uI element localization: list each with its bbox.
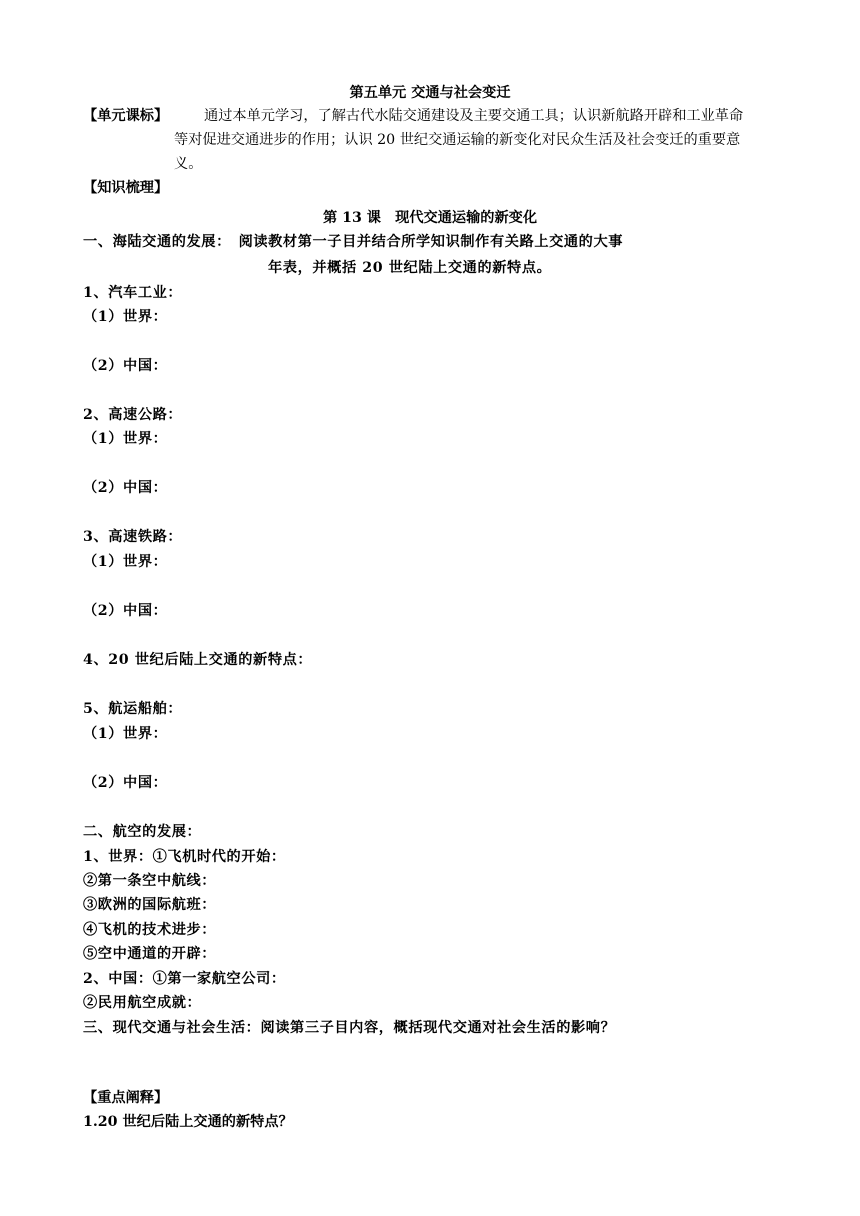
section2-china-2: ②民用航空成就：: [83, 995, 202, 1011]
item-highway-world: （1）世界：: [83, 431, 168, 447]
unit-standard-line3: 义。: [174, 156, 203, 172]
item-features: 4、20 世纪后陆上交通的新特点：: [83, 652, 313, 668]
item-ship: 5、航运船舶：: [83, 701, 183, 717]
section2-world-5: ⑤空中通道的开辟：: [83, 946, 217, 962]
section2-world-4: ④飞机的技术进步：: [83, 922, 217, 938]
key-heading: 【重点阐释】: [83, 1090, 169, 1106]
unit-standard-line1: 通过本单元学习，了解古代水陆交通建设及主要交通工具；认识新航路开辟和工业革命: [204, 108, 744, 124]
item-highway-china: （2）中国：: [83, 480, 168, 496]
item-rail: 3、高速铁路：: [83, 529, 183, 545]
item-auto: 1、汽车工业：: [83, 285, 183, 301]
section2-world-2: ②第一条空中航线：: [83, 873, 217, 889]
knowledge-heading: 【知识梳理】: [83, 180, 169, 196]
item-ship-world: （1）世界：: [83, 726, 168, 742]
item-highway: 2、高速公路：: [83, 407, 183, 423]
key-question-1: 1.20 世纪后陆上交通的新特点？: [83, 1114, 293, 1130]
section2-world-1: 1、世界：①飞机时代的开始：: [83, 849, 286, 865]
unit-standard-line2: 等对促进交通进步的作用；认识 20 世纪交通运输的新变化对民众生活及社会变迁的重要意: [174, 132, 741, 148]
item-auto-china: （2）中国：: [83, 358, 168, 374]
section2-world-3: ③欧洲的国际航班：: [83, 897, 217, 913]
item-rail-china: （2）中国：: [83, 603, 168, 619]
section1-line1: 一、海陆交通的发展： 阅读教材第一子目并结合所学知识制作有关路上交通的大事: [83, 234, 624, 250]
unit-standard-label: 【单元课标】: [83, 108, 169, 124]
lesson-title: 第 13 课 现代交通运输的新变化: [322, 210, 538, 226]
item-ship-china: （2）中国：: [83, 775, 168, 791]
section1-line2: 年表，并概括 20 世纪陆上交通的新特点。: [268, 260, 552, 276]
item-auto-world: （1）世界：: [83, 309, 168, 325]
section2-heading: 二、航空的发展：: [83, 824, 202, 840]
unit-title: 第五单元 交通与社会变迁: [349, 85, 511, 101]
section2-china-1: 2、中国：①第一家航空公司：: [83, 971, 286, 987]
item-rail-world: （1）世界：: [83, 554, 168, 570]
section3-line: 三、现代交通与社会生活：阅读第三子目内容，概括现代交通对社会生活的影响？: [83, 1020, 616, 1036]
